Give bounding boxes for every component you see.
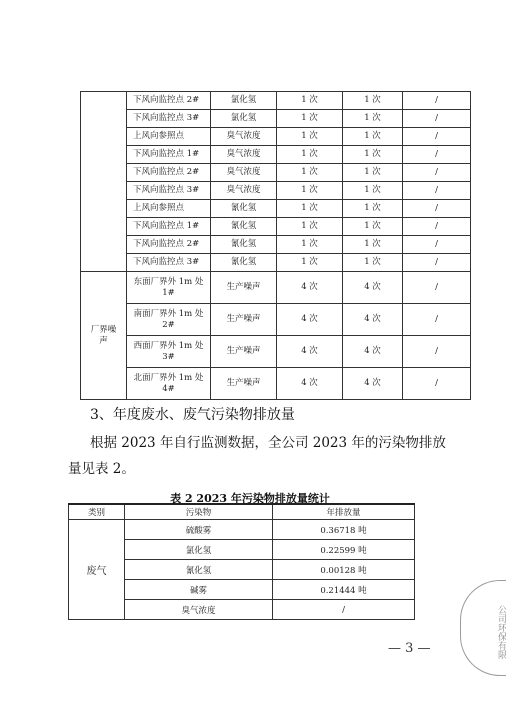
monitoring-point: 下风向监控点 3# (127, 110, 211, 128)
monitoring-item: 氰化氢 (211, 254, 277, 272)
table-row (81, 236, 471, 254)
frequency-required: 1 次 (277, 218, 343, 236)
monitoring-item: 氯化氢 (211, 110, 277, 128)
monitoring-point: 东面厂界外 1m 处 1# (127, 272, 211, 304)
frequency-actual: 1 次 (343, 110, 403, 128)
category-cell-noise: 厂界噪声 (81, 272, 127, 400)
remark: / (403, 110, 471, 128)
pollutant-cell: 硫酸雾 (125, 520, 273, 540)
table-row (81, 254, 471, 272)
table-row (81, 368, 471, 400)
monitoring-frequency-table (80, 91, 471, 400)
frequency-required: 4 次 (277, 336, 343, 368)
remark: / (403, 182, 471, 200)
table-row (81, 304, 471, 336)
monitoring-point: 下风向监控点 2# (127, 236, 211, 254)
remark: / (403, 218, 471, 236)
table-header-row (69, 504, 415, 520)
pollutant-cell: 氯化氢 (125, 540, 273, 560)
monitoring-item: 臭气浓度 (211, 164, 277, 182)
header-pollutant: 污染物 (125, 504, 273, 520)
remark: / (403, 304, 471, 336)
remark: / (403, 146, 471, 164)
monitoring-point: 上风向参照点 (127, 200, 211, 218)
table-row (81, 200, 471, 218)
monitoring-point: 上风向参照点 (127, 128, 211, 146)
frequency-required: 1 次 (277, 182, 343, 200)
remark: / (403, 368, 471, 400)
frequency-required: 1 次 (277, 236, 343, 254)
monitoring-point: 南面厂界外 1m 处 2# (127, 304, 211, 336)
monitoring-item: 生产噪声 (211, 336, 277, 368)
table-row (69, 520, 415, 540)
monitoring-item: 臭气浓度 (211, 128, 277, 146)
frequency-actual: 1 次 (343, 236, 403, 254)
frequency-actual: 4 次 (343, 304, 403, 336)
monitoring-item: 氰化氢 (211, 200, 277, 218)
monitoring-point: 下风向监控点 1# (127, 218, 211, 236)
frequency-required: 1 次 (277, 92, 343, 110)
frequency-actual: 1 次 (343, 218, 403, 236)
remark: / (403, 272, 471, 304)
frequency-required: 4 次 (277, 272, 343, 304)
table-row (81, 182, 471, 200)
frequency-actual: 1 次 (343, 200, 403, 218)
table-row (81, 164, 471, 182)
monitoring-item: 氯化氢 (211, 92, 277, 110)
table-row (81, 336, 471, 368)
monitoring-point: 下风向监控点 2# (127, 92, 211, 110)
monitoring-point: 西面厂界外 1m 处 3# (127, 336, 211, 368)
frequency-required: 1 次 (277, 200, 343, 218)
remark: / (403, 200, 471, 218)
frequency-required: 1 次 (277, 164, 343, 182)
frequency-actual: 1 次 (343, 146, 403, 164)
amount-cell: 0.22599 吨 (273, 540, 415, 560)
monitoring-item: 生产噪声 (211, 368, 277, 400)
frequency-required: 1 次 (277, 110, 343, 128)
frequency-actual: 4 次 (343, 368, 403, 400)
remark: / (403, 164, 471, 182)
amount-cell: / (273, 600, 415, 620)
frequency-actual: 4 次 (343, 336, 403, 368)
remark: / (403, 254, 471, 272)
category-cell: 废气 (69, 520, 125, 620)
monitoring-point: 下风向监控点 3# (127, 182, 211, 200)
remark: / (403, 236, 471, 254)
monitoring-item: 氰化氢 (211, 236, 277, 254)
monitoring-point: 下风向监控点 3# (127, 254, 211, 272)
frequency-required: 1 次 (277, 146, 343, 164)
frequency-actual: 4 次 (343, 272, 403, 304)
monitoring-item: 生产噪声 (211, 304, 277, 336)
frequency-actual: 1 次 (343, 92, 403, 110)
page-number: — 3 — (388, 641, 431, 656)
table-row (81, 146, 471, 164)
frequency-required: 4 次 (277, 304, 343, 336)
remark: / (403, 92, 471, 110)
table-row (81, 110, 471, 128)
frequency-actual: 1 次 (343, 164, 403, 182)
emission-table (68, 503, 415, 620)
amount-cell: 0.00128 吨 (273, 560, 415, 580)
header-category: 类别 (69, 504, 125, 520)
monitoring-point: 下风向监控点 1# (127, 146, 211, 164)
remark: / (403, 128, 471, 146)
monitoring-item: 臭气浓度 (211, 182, 277, 200)
remark: / (403, 336, 471, 368)
pollutant-cell: 臭气浓度 (125, 600, 273, 620)
table-row (81, 92, 471, 110)
monitoring-item: 氰化氢 (211, 218, 277, 236)
pollutant-cell: 碱雾 (125, 580, 273, 600)
monitoring-point: 下风向监控点 2# (127, 164, 211, 182)
section-heading: 3、年度废水、废气污染物排放量 (90, 407, 295, 423)
frequency-required: 1 次 (277, 128, 343, 146)
monitoring-item: 臭气浓度 (211, 146, 277, 164)
frequency-actual: 1 次 (343, 128, 403, 146)
monitoring-point: 北面厂界外 1m 处 4# (127, 368, 211, 400)
category-cell-waste-gas (81, 92, 127, 272)
amount-cell: 0.36718 吨 (273, 520, 415, 540)
frequency-required: 1 次 (277, 254, 343, 272)
body-paragraph: 根据 2023 年自行监测数据，全公司 2023 年的污染物排放量见表 2。 (68, 435, 446, 477)
table2-caption: 表 2 2023 年污染物排放量统计 (170, 492, 330, 505)
company-seal-stamp: 公司环保有限 (460, 580, 506, 676)
frequency-actual: 1 次 (343, 182, 403, 200)
table-row (81, 272, 471, 304)
frequency-required: 4 次 (277, 368, 343, 400)
monitoring-item: 生产噪声 (211, 272, 277, 304)
frequency-actual: 1 次 (343, 254, 403, 272)
table-row (81, 218, 471, 236)
amount-cell: 0.21444 吨 (273, 580, 415, 600)
table-row (81, 128, 471, 146)
pollutant-cell: 氰化氢 (125, 560, 273, 580)
header-amount: 年排放量 (273, 504, 415, 520)
